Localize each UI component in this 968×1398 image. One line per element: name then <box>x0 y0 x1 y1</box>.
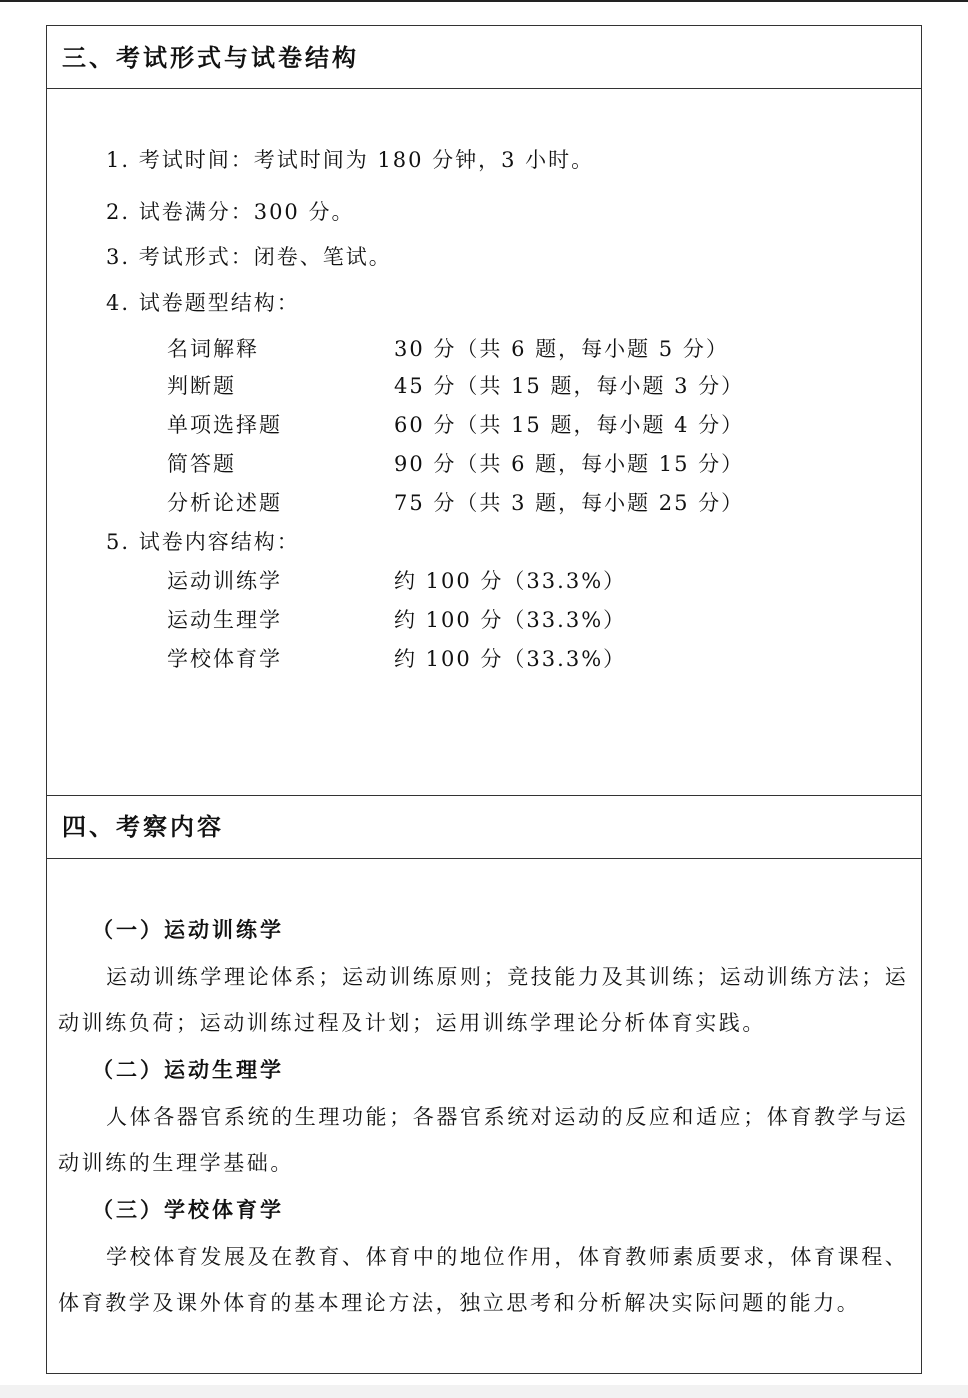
question-structure-heading: 4. 试卷题型结构： <box>106 291 300 315</box>
content-subject-score: 约 100 分（33.3%） <box>394 608 627 632</box>
top-rule <box>0 0 968 2</box>
section-divider <box>46 795 922 796</box>
exam-format-item: 3. 考试形式：闭卷、笔试。 <box>106 245 392 269</box>
content-subject-score: 约 100 分（33.3%） <box>394 647 627 671</box>
subsection-body-school-pe: 学校体育发展及在教育、体育中的地位作用，体育教师素质要求，体育课程、体育教学及课外体育的基本理论方法，独立思考和分析解决实际问题的能力。 <box>58 1245 909 1315</box>
question-type-name: 名词解释 <box>167 337 259 361</box>
content-subject-name: 学校体育学 <box>167 647 282 671</box>
content-subject-name: 运动生理学 <box>167 608 282 632</box>
section-divider <box>46 858 922 859</box>
section-3-title: 三、考试形式与试卷结构 <box>62 43 359 72</box>
content-subject-score: 约 100 分（33.3%） <box>394 569 627 593</box>
question-type-name: 分析论述题 <box>167 491 282 515</box>
question-type-score: 60 分（共 15 题，每小题 4 分） <box>394 413 745 437</box>
content-structure-heading: 5. 试卷内容结构： <box>106 530 300 554</box>
subsection-title-school-pe: （三）学校体育学 <box>92 1197 284 1222</box>
section-divider <box>46 88 922 89</box>
exam-time-item: 1. 考试时间：考试时间为 180 分钟，3 小时。 <box>106 148 595 172</box>
full-score-item: 2. 试卷满分：300 分。 <box>106 200 355 224</box>
question-type-score: 90 分（共 6 题，每小题 15 分） <box>394 452 745 476</box>
question-type-score: 45 分（共 15 题，每小题 3 分） <box>394 374 745 398</box>
question-type-name: 单项选择题 <box>167 413 282 437</box>
subsection-body-physiology: 人体各器官系统的生理功能；各器官系统对运动的反应和适应；体育教学与运动训练的生理学基础。 <box>58 1105 909 1175</box>
subsection-body-training: 运动训练学理论体系；运动训练原则；竞技能力及其训练；运动训练方法；运动训练负荷；运动训练过程及计划；运用训练学理论分析体育实践。 <box>58 965 909 1035</box>
question-type-score: 30 分（共 6 题，每小题 5 分） <box>394 337 729 361</box>
section-4-title: 四、考察内容 <box>62 812 224 841</box>
question-type-score: 75 分（共 3 题，每小题 25 分） <box>394 491 745 515</box>
question-type-name: 简答题 <box>167 452 236 476</box>
subsection-title-training: （一）运动训练学 <box>92 917 284 942</box>
content-subject-name: 运动训练学 <box>167 569 282 593</box>
page-bottom-strip <box>0 1385 968 1398</box>
question-type-name: 判断题 <box>167 374 236 398</box>
subsection-title-physiology: （二）运动生理学 <box>92 1057 284 1082</box>
